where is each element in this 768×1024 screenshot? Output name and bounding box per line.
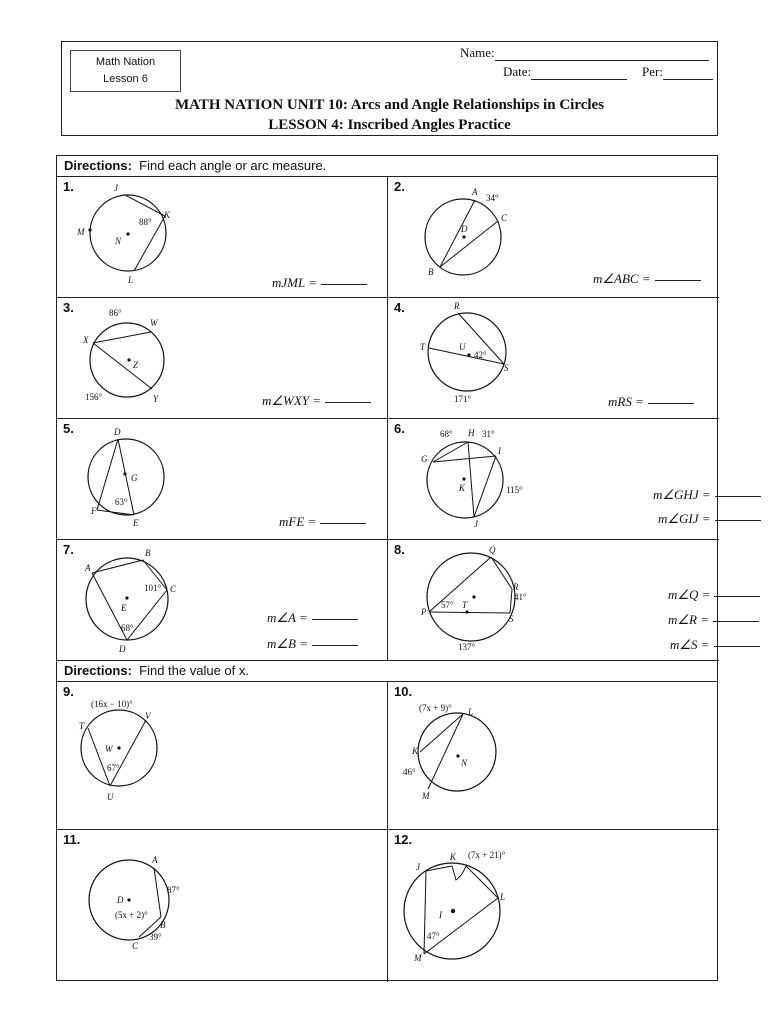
figure-label: A xyxy=(85,563,91,573)
directions-text: Find each angle or arc measure. xyxy=(139,158,327,173)
problem-number: 4. xyxy=(394,300,405,315)
figure-label: R xyxy=(513,582,519,592)
problem-number: 11. xyxy=(63,832,81,847)
figure-label: 171° xyxy=(454,394,472,404)
figure-label: 115° xyxy=(506,485,523,495)
figure-11 xyxy=(57,830,388,982)
problem-10 xyxy=(388,682,719,830)
figure-label: 42° xyxy=(474,350,487,360)
figure-label: U xyxy=(459,342,466,352)
problem-number: 12. xyxy=(394,832,413,847)
figure-label: 31° xyxy=(482,429,495,439)
figure-12 xyxy=(388,830,719,982)
lesson-tag-line2: Lesson 6 xyxy=(103,73,148,85)
figure-label: I xyxy=(439,910,442,920)
answer-blank[interactable] xyxy=(715,495,761,497)
problem-12 xyxy=(388,830,719,982)
answer-mb: m∠B = xyxy=(267,636,358,652)
answer-mr: m∠R = xyxy=(668,612,759,628)
figure-label: Y xyxy=(153,394,159,404)
figure-label: R xyxy=(454,301,460,311)
problem-7 xyxy=(57,540,388,661)
directions-label: Directions: xyxy=(64,663,132,678)
answer-blank[interactable] xyxy=(655,279,701,281)
figure-label: 87° xyxy=(167,885,180,895)
figure-label: Q xyxy=(489,545,496,555)
figure-label: 67° xyxy=(107,763,120,773)
problem-1 xyxy=(57,177,388,298)
figure-label: X xyxy=(83,335,89,345)
problem-6 xyxy=(388,419,719,540)
problem-11 xyxy=(57,830,388,982)
problem-number: 1. xyxy=(63,179,74,194)
date-field[interactable] xyxy=(503,64,627,80)
figure-label: M xyxy=(422,791,430,801)
directions-text: Find the value of x. xyxy=(139,663,249,678)
figure-label: M xyxy=(77,227,85,237)
answer-blank[interactable] xyxy=(312,618,358,620)
figure-label: (16x − 10)° xyxy=(91,699,133,709)
figure-label: V xyxy=(145,711,151,721)
figure-label: Z xyxy=(133,360,139,370)
figure-label: 86° xyxy=(109,308,122,318)
directions-bar-2 xyxy=(57,661,717,682)
answer-mfe: mFE = xyxy=(279,514,366,530)
per-label: Per: xyxy=(642,64,663,79)
problem-number: 10. xyxy=(394,684,413,699)
figure-label: L xyxy=(468,707,474,717)
directions-bar-1 xyxy=(57,156,717,177)
figure-label: C xyxy=(132,941,139,951)
figure-label: 68° xyxy=(121,623,134,633)
figure-label: D xyxy=(119,644,126,654)
figure-label: W xyxy=(105,744,113,754)
worksheet-header xyxy=(61,41,718,136)
figure-label: T xyxy=(420,342,426,352)
answer-mrs: mRS = xyxy=(608,394,694,410)
figure-label: 63° xyxy=(115,497,128,507)
answer-blank[interactable] xyxy=(713,620,759,622)
answer-blank[interactable] xyxy=(321,283,367,285)
figure-label: N xyxy=(461,758,468,768)
figure-label: 47° xyxy=(427,931,440,941)
figure-label: J xyxy=(474,519,478,529)
problem-4 xyxy=(388,298,719,419)
problem-number: 8. xyxy=(394,542,405,557)
figure-label: F xyxy=(91,506,97,516)
figure-label: 137° xyxy=(458,642,476,652)
figure-label: 41° xyxy=(514,592,527,602)
figure-label: S xyxy=(504,363,509,373)
figure-label: D xyxy=(117,895,124,905)
figure-label: M xyxy=(414,953,422,963)
date-label: Date: xyxy=(503,64,532,79)
figure-label: (5x + 2)° xyxy=(115,910,148,920)
figure-label: B xyxy=(428,267,434,277)
figure-label: W xyxy=(150,318,158,328)
figure-label: T xyxy=(462,600,468,610)
figure-10 xyxy=(388,682,719,830)
figure-label: G xyxy=(421,454,428,464)
answer-blank[interactable] xyxy=(325,401,371,403)
figure-label: 46° xyxy=(403,767,416,777)
figure-label: I xyxy=(498,446,501,456)
answer-mwxy: m∠WXY = xyxy=(262,393,371,409)
figure-label: 156° xyxy=(85,392,103,402)
name-field[interactable] xyxy=(460,45,709,61)
figure-label: G xyxy=(131,473,138,483)
problem-number: 2. xyxy=(394,179,405,194)
problem-8 xyxy=(388,540,719,661)
figure-label: H xyxy=(468,428,475,438)
figure-label: B xyxy=(160,920,166,930)
answer-blank[interactable] xyxy=(320,522,366,524)
figure-label: K xyxy=(412,746,419,756)
figure-label: K xyxy=(164,210,171,220)
answer-blank[interactable] xyxy=(714,645,760,647)
problem-9 xyxy=(57,682,388,830)
lesson-tag xyxy=(70,50,181,92)
problem-number: 3. xyxy=(63,300,74,315)
figure-label: 39° xyxy=(149,932,162,942)
figure-label: L xyxy=(128,275,134,285)
figure-label: D xyxy=(114,427,121,437)
answer-mghj: m∠GHJ = xyxy=(653,487,761,503)
figure-label: 88° xyxy=(139,217,152,227)
problem-sheet xyxy=(56,155,718,981)
answer-mabc: m∠ABC = xyxy=(593,271,701,287)
answer-mq: m∠Q = xyxy=(668,587,760,603)
figure-label: E xyxy=(121,603,127,613)
figure-label: D xyxy=(461,224,468,234)
directions-label: Directions: xyxy=(64,158,132,173)
figure-label: P xyxy=(421,607,427,617)
label: J xyxy=(114,183,118,193)
answer-mjml: mJML = xyxy=(272,275,367,291)
figure-label: K xyxy=(459,483,466,493)
answer-blank[interactable] xyxy=(715,519,761,521)
figure-label: K xyxy=(450,852,457,862)
lesson-tag-line1: Math Nation xyxy=(95,56,156,68)
problem-number: 9. xyxy=(63,684,74,699)
figure-9 xyxy=(57,682,388,830)
figure-label: E xyxy=(133,518,139,528)
figure-label: C xyxy=(501,213,508,223)
figure-label: 57° xyxy=(441,600,454,610)
figure-label: T xyxy=(79,721,85,731)
problem-5 xyxy=(57,419,388,540)
figure-label: C xyxy=(170,584,177,594)
answer-mgij: m∠GIJ = xyxy=(658,511,761,527)
worksheet-title: MATH NATION UNIT 10: Arcs and Angle Relationships in Circles xyxy=(174,97,605,113)
answer-ma: m∠A = xyxy=(267,610,358,626)
figure-label: U xyxy=(107,792,114,802)
figure-label: J xyxy=(416,862,420,872)
problem-number: 7. xyxy=(63,542,74,557)
lesson-title: LESSON 4: Inscribed Angles Practice xyxy=(268,117,511,133)
figure-label: B xyxy=(145,548,151,558)
figure-label: A xyxy=(472,187,478,197)
per-field[interactable] xyxy=(642,64,713,80)
figure-label: (7x + 21)° xyxy=(468,850,506,860)
answer-blank[interactable] xyxy=(714,595,760,597)
problem-2 xyxy=(388,177,719,298)
figure-label: 101° xyxy=(144,583,162,593)
answer-blank[interactable] xyxy=(648,402,694,404)
figure-label: 34° xyxy=(486,193,499,203)
figure-label: (7x + 9)° xyxy=(419,703,452,713)
problem-number: 5. xyxy=(63,421,74,436)
problem-3 xyxy=(57,298,388,419)
figure-label: L xyxy=(500,892,506,902)
figure-label: S xyxy=(509,614,514,624)
answer-ms: m∠S = xyxy=(670,637,760,653)
figure-label: N xyxy=(115,236,122,246)
answer-blank[interactable] xyxy=(312,644,358,646)
figure-label: 68° xyxy=(440,429,453,439)
name-label: Name: xyxy=(460,45,495,60)
figure-label: A xyxy=(152,855,158,865)
problem-number: 6. xyxy=(394,421,405,436)
